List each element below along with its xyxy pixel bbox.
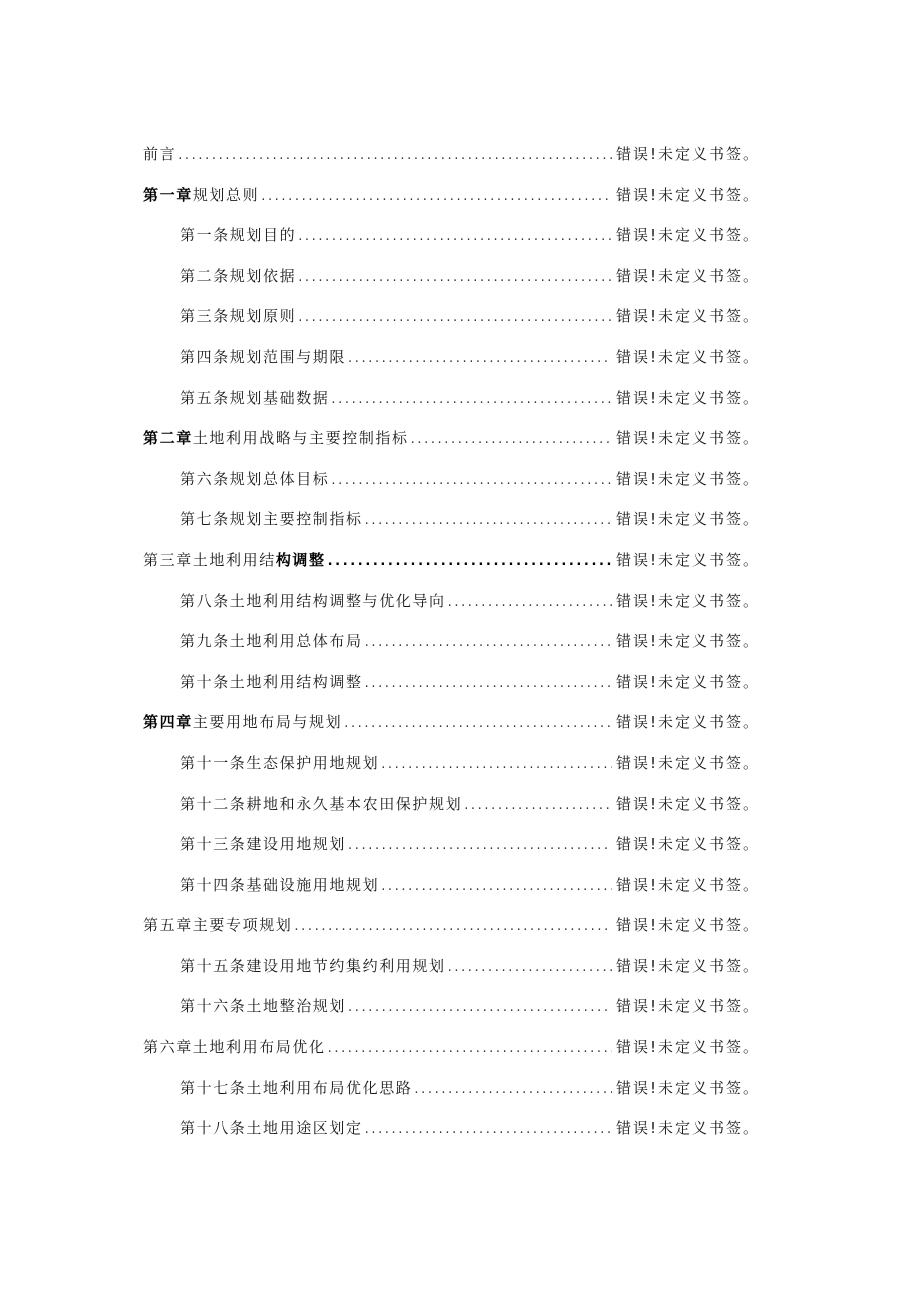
toc-entry-title: 第六条规划总体目标 xyxy=(180,469,330,488)
toc-entry-title: 第十五条建设用地节约集约利用规划 xyxy=(180,956,446,975)
toc-entry-page: 错误!未定义书签。 xyxy=(615,835,760,854)
dot-leader xyxy=(381,748,612,782)
toc-entry-title: 第九条土地利用总体布局 xyxy=(180,632,363,651)
toc-entry[interactable] xyxy=(143,502,760,543)
toc-entry-page: 错误!未定义书签。 xyxy=(615,997,760,1016)
toc-entry-title: 第二条规划依据 xyxy=(180,266,297,285)
dot-leader xyxy=(294,910,612,944)
toc-entry[interactable] xyxy=(143,989,760,1030)
toc-entry-page: 错误!未定义书签。 xyxy=(615,307,760,326)
toc-entry[interactable] xyxy=(143,543,760,584)
toc-entry-title: 第十七条土地利用布局优化思路 xyxy=(180,1078,413,1097)
dot-leader xyxy=(414,1073,612,1107)
toc-entry-title: 第十四条基础设施用地规划 xyxy=(180,875,380,894)
dot-leader xyxy=(365,667,612,701)
toc-entry-title: 第十三条建设用地规划 xyxy=(180,835,347,854)
dot-leader xyxy=(448,951,612,985)
toc-entry[interactable] xyxy=(143,868,760,909)
dot-leader xyxy=(261,180,612,214)
toc-entry[interactable] xyxy=(143,624,760,665)
toc-entry[interactable] xyxy=(143,949,760,990)
toc-entry-page: 错误!未定义书签。 xyxy=(615,550,760,569)
toc-entry-page: 错误!未定义书签。 xyxy=(615,347,760,366)
dot-leader xyxy=(365,504,612,538)
toc-entry[interactable] xyxy=(143,746,760,787)
toc-entry-page: 错误!未定义书签。 xyxy=(615,469,760,488)
toc-entry[interactable] xyxy=(143,259,760,300)
toc-entry-title: 第七条规划主要控制指标 xyxy=(180,510,363,529)
toc-entry-title: 第一条规划目的 xyxy=(180,226,297,245)
toc-entry-title: 第三章土地利用结构调整 xyxy=(143,550,326,569)
dot-leader xyxy=(348,342,612,376)
toc-entry-page: 错误!未定义书签。 xyxy=(615,429,760,448)
dot-leader xyxy=(328,1032,612,1066)
dot-leader xyxy=(298,220,612,254)
toc-entry-title: 第十六条土地整治规划 xyxy=(180,997,347,1016)
toc-entry[interactable] xyxy=(143,827,760,868)
toc-entry[interactable] xyxy=(143,218,760,259)
toc-entry-page: 错误!未定义书签。 xyxy=(615,875,760,894)
dot-leader xyxy=(298,301,612,335)
dot-leader xyxy=(331,383,612,417)
toc-entry[interactable] xyxy=(143,421,760,462)
dot-leader xyxy=(464,789,612,823)
toc-entry-page: 错误!未定义书签。 xyxy=(615,753,760,772)
dot-leader xyxy=(348,991,612,1025)
toc-entry[interactable] xyxy=(143,1071,760,1112)
toc-entry-title: 第五条规划基础数据 xyxy=(180,388,330,407)
toc-entry-page: 错误!未定义书签。 xyxy=(615,388,760,407)
dot-leader xyxy=(344,707,612,741)
toc-entry-title: 第四章主要用地布局与规划 xyxy=(143,713,343,732)
dot-leader xyxy=(411,423,612,457)
dot-leader xyxy=(328,545,612,579)
table-of-contents xyxy=(143,137,760,1152)
toc-entry-title: 第三条规划原则 xyxy=(180,307,297,326)
toc-entry-page: 错误!未定义书签。 xyxy=(615,1119,760,1138)
toc-entry-title: 第十一条生态保护用地规划 xyxy=(180,753,380,772)
dot-leader xyxy=(365,626,612,660)
dot-leader xyxy=(348,829,612,863)
toc-entry-page: 错误!未定义书签。 xyxy=(615,632,760,651)
toc-entry-page: 错误!未定义书签。 xyxy=(615,794,760,813)
toc-entry[interactable] xyxy=(143,299,760,340)
toc-entry-page: 错误!未定义书签。 xyxy=(615,226,760,245)
dot-leader xyxy=(298,261,612,295)
toc-entry[interactable] xyxy=(143,1111,760,1152)
toc-entry-page: 错误!未定义书签。 xyxy=(615,956,760,975)
toc-entry-title: 第十条土地利用结构调整 xyxy=(180,672,363,691)
dot-leader xyxy=(448,586,612,620)
toc-entry-title: 第二章土地利用战略与主要控制指标 xyxy=(143,429,409,448)
toc-entry[interactable] xyxy=(143,178,760,219)
toc-entry[interactable] xyxy=(143,584,760,625)
toc-entry[interactable] xyxy=(143,340,760,381)
toc-entry-page: 错误!未定义书签。 xyxy=(615,916,760,935)
toc-entry-page: 错误!未定义书签。 xyxy=(615,185,760,204)
toc-entry-title: 第十二条耕地和永久基本农田保护规划 xyxy=(180,794,463,813)
toc-entry[interactable] xyxy=(143,665,760,706)
toc-entry[interactable] xyxy=(143,462,760,503)
toc-entry-title: 前言 xyxy=(143,145,177,163)
dot-leader xyxy=(178,139,612,173)
toc-entry-page: 错误!未定义书签。 xyxy=(615,1078,760,1097)
toc-entry-title: 第四条规划范围与期限 xyxy=(180,347,347,366)
toc-entry-title: 第五章主要专项规划 xyxy=(143,916,293,935)
dot-leader xyxy=(381,870,612,904)
dot-leader xyxy=(331,464,612,498)
toc-entry-page: 错误!未定义书签。 xyxy=(615,713,760,732)
toc-entry[interactable] xyxy=(143,908,760,949)
toc-entry[interactable] xyxy=(143,137,760,178)
toc-entry-title: 第六章土地利用布局优化 xyxy=(143,1038,326,1057)
toc-entry[interactable] xyxy=(143,705,760,746)
toc-entry-title: 第一章规划总则 xyxy=(143,185,260,204)
toc-entry-title: 第十八条土地用途区划定 xyxy=(180,1119,363,1138)
toc-entry-page: 错误!未定义书签。 xyxy=(615,591,760,610)
dot-leader xyxy=(365,1113,612,1147)
toc-entry-page: 错误!未定义书签。 xyxy=(615,266,760,285)
toc-entry-page: 错误!未定义书签。 xyxy=(615,510,760,529)
toc-entry-page: 错误!未定义书签。 xyxy=(615,672,760,691)
toc-entry-page: 错误!未定义书签。 xyxy=(615,1038,760,1057)
toc-entry[interactable] xyxy=(143,787,760,828)
toc-entry[interactable] xyxy=(143,381,760,422)
toc-entry-page: 错误!未定义书签。 xyxy=(615,145,760,163)
toc-entry[interactable] xyxy=(143,1030,760,1071)
toc-entry-title: 第八条土地利用结构调整与优化导向 xyxy=(180,591,446,610)
